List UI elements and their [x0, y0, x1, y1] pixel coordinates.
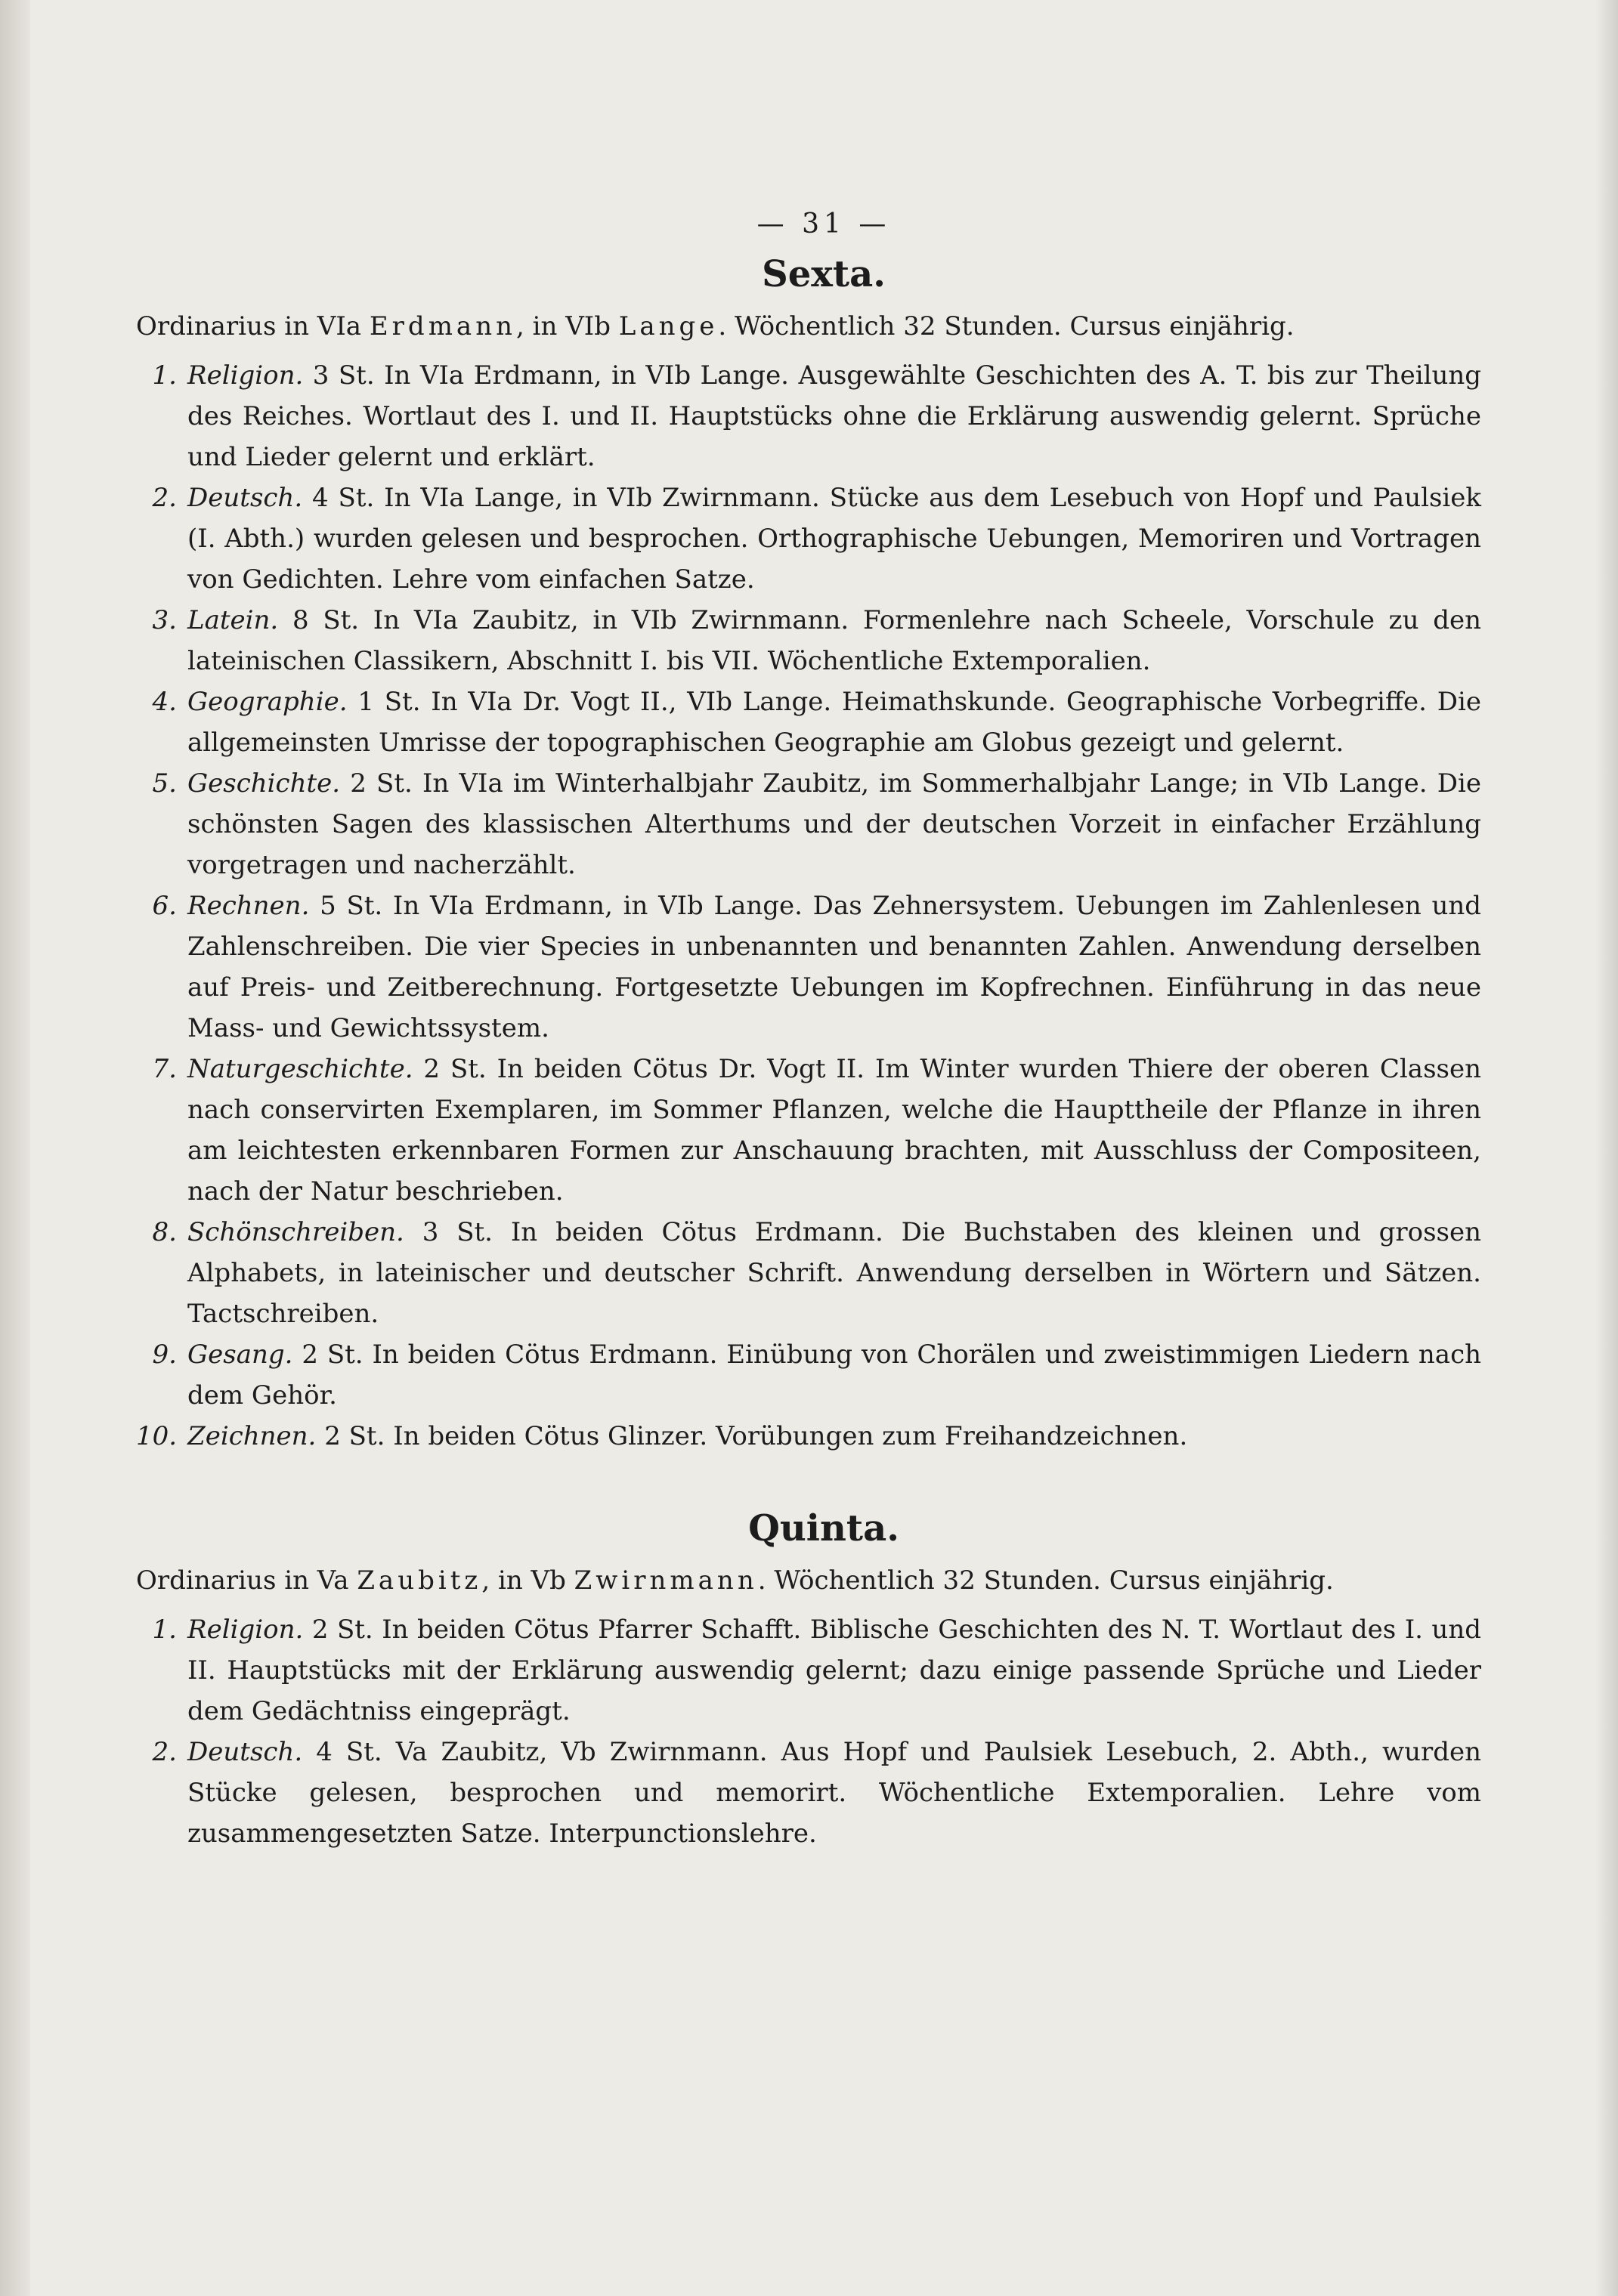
subject-name: Zeichnen. [187, 1421, 317, 1451]
list-item: 1. Religion. 3 St. In VIa Erdmann, in VIb Lange. Ausgewählte Geschichten des A. T. bis zur Theilung des Reiches. Wortlaut des I. und II. Hauptstücks ohne die Erklärung auswendig gelernt. Sprüche und Lieder gelernt und erklärt. [152, 360, 1482, 472]
subject-name: Religion. [187, 1615, 304, 1645]
list-item: 10. Zeichnen. 2 St. In beiden Cötus Glinzer. Vorübungen zum Freihandzeichnen. [136, 1421, 1188, 1451]
section-title-quinta: Quinta. [748, 1507, 899, 1550]
ordinarius-line-quinta: Ordinarius in Va Zaubitz, in Vb Zwirnmann. Wöchentlich 32 Stunden. Cursus einjährig. [136, 1565, 1334, 1596]
list-item: 2. Deutsch. 4 St. Va Zaubitz, Vb Zwirnmann. Aus Hopf und Paulsiek Lesebuch, 2. Abth., wurden Stücke gelesen, besprochen und memorirt. Wöchentliche Extemporalien. Lehre vom zusammengesetzten Satze. Interpunctionslehre. [152, 1737, 1482, 1849]
page-edge-left [0, 0, 30, 2296]
subject-name: Gesang. [187, 1340, 293, 1370]
list-item: 9. Gesang. 2 St. In beiden Cötus Erdmann. Einübung von Chorälen und zweistimmigen Liedern nach dem Gehör. [152, 1340, 1482, 1411]
subject-name: Naturgeschichte. [187, 1054, 413, 1084]
list-item: 6. Rechnen. 5 St. In VIa Erdmann, in VIb Lange. Das Zehnersystem. Uebungen im Zahlenlesen und Zahlenschreiben. Die vier Species in unbenannten und benannten Zahlen. Anwendung derselben auf Preis- und Zeitberechnung. Fortgesetzte Uebungen im Kopfrechnen. Einführung in das neue Mass- und Gewichtssystem. [152, 891, 1482, 1043]
subject-name: Rechnen. [187, 891, 310, 921]
list-item: 4. Geographie. 1 St. In VIa Dr. Vogt II., VIb Lange. Heimathskunde. Geographische Vorbegriffe. Die allgemeinsten Umrisse der topographischen Geographie am Globus gezeigt und gelernt. [152, 687, 1481, 758]
list-item: 2. Deutsch. 4 St. In VIa Lange, in VIb Zwirnmann. Stücke aus dem Lesebuch von Hopf und Paulsiek (I. Abth.) wurden gelesen und besprochen. Orthographische Uebungen, Memoriren und Vortragen von Gedichten. Lehre vom einfachen Satze. [152, 483, 1482, 595]
list-item: 7. Naturgeschichte. 2 St. In beiden Cötus Dr. Vogt II. Im Winter wurden Thiere der oberen Classen nach conservirten Exemplaren, im Sommer Pflanzen, welche die Haupttheile der Pflanze in ihren am leichtesten erkennbaren Formen zur Anschauung brachten, mit Ausschluss der Compositeen, nach der Natur beschrieben. [152, 1054, 1481, 1207]
subject-name: Deutsch. [187, 483, 303, 513]
subject-name: Geschichte. [187, 768, 341, 799]
subject-name: Schönschreiben. [187, 1217, 404, 1247]
ordinarius-line-sexta: Ordinarius in VIa Erdmann, in VIb Lange. Wöchentlich 32 Stunden. Cursus einjährig. [136, 311, 1295, 341]
subject-name: Deutsch. [187, 1737, 303, 1767]
list-item: 3. Latein. 8 St. In VIa Zaubitz, in VIb Zwirnmann. Formenlehre nach Scheele, Vorschule zu den lateinischen Classikern, Abschnitt I. bis VII. Wöchentliche Extemporalien. [152, 605, 1481, 676]
subject-name: Latein. [187, 605, 279, 635]
subject-name: Geographie. [187, 687, 348, 717]
list-item: 8. Schönschreiben. 3 St. In beiden Cötus Erdmann. Die Buchstaben des kleinen und grossen Alphabets, in lateinischer und deutscher Schrift. Anwendung derselben in Wörtern und Sätzen. Tactschreiben. [152, 1217, 1481, 1329]
page-number: — 31 — [756, 209, 891, 239]
list-item: 5. Geschichte. 2 St. In VIa im Winterhalbjahr Zaubitz, im Sommerhalbjahr Lange; in VIb Lange. Die schönsten Sagen des klassischen Alterthums und der deutschen Vorzeit in einfacher Erzählung vorgetragen und nacherzählt. [152, 768, 1481, 880]
list-item: 1. Religion. 2 St. In beiden Cötus Pfarrer Schafft. Biblische Geschichten des N. T. Wortlaut des I. und II. Hauptstücks mit der Erklärung auswendig gelernt; dazu einige passende Sprüche und Lieder dem Gedächtniss eingeprägt. [152, 1615, 1481, 1726]
section-title-sexta: Sexta. [762, 253, 886, 295]
subject-name: Religion. [187, 360, 304, 391]
page-edge-right [1595, 0, 1618, 2296]
page-content [136, 204, 1481, 1854]
